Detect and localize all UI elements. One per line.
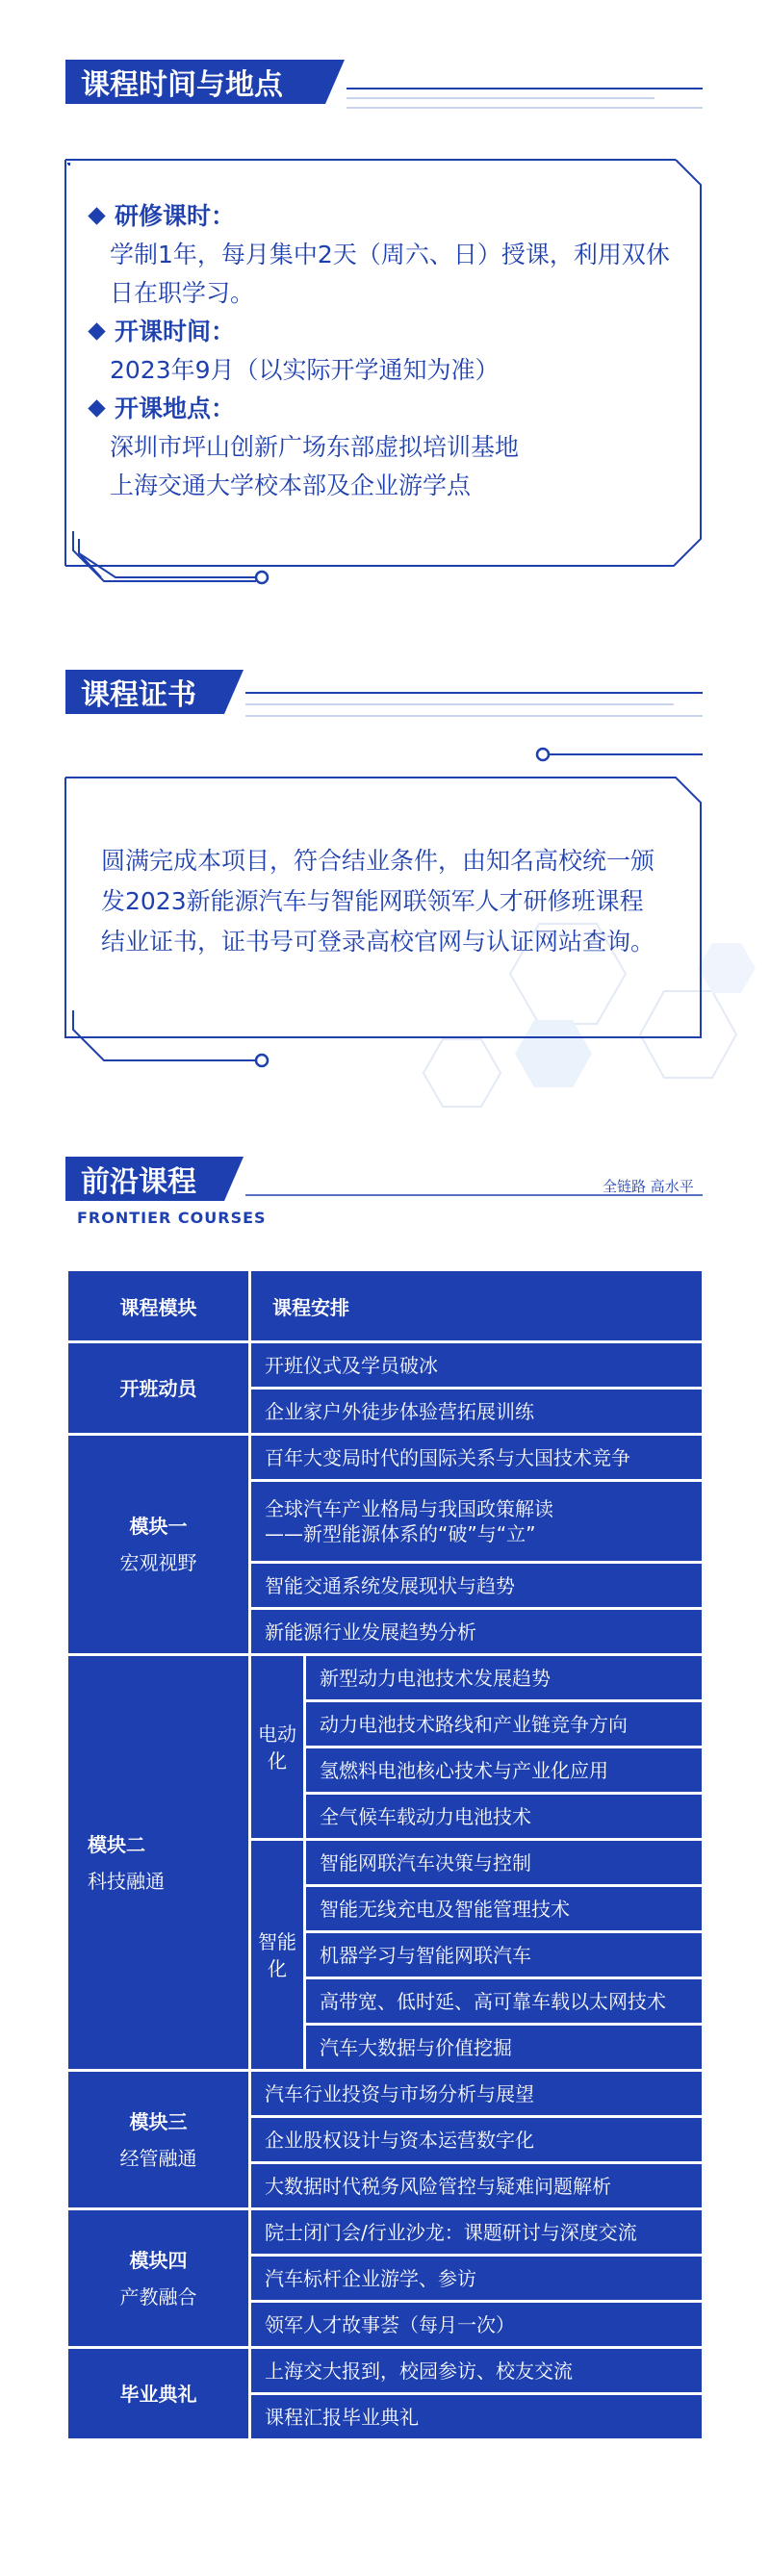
section-title-time: [65, 60, 345, 104]
study-text-2: 日在职学习。: [110, 279, 255, 307]
module-4-name: 模块四: [129, 2248, 188, 2272]
course-item: 课程汇报毕业典礼: [251, 2395, 702, 2438]
course-item: 新型动力电池技术发展趋势: [306, 1656, 702, 1699]
course-item: 企业股权设计与资本运营数字化: [251, 2118, 702, 2161]
course-item: 高带宽、低时延、高可靠车载以太网技术: [306, 1979, 702, 2023]
course-item: 动力电池技术路线和产业链竞争方向: [306, 1702, 702, 1746]
place-text-1: 深圳市坪山创新广场东部虚拟培训基地: [110, 433, 520, 461]
course-item: 领军人才故事荟（每月一次）: [251, 2303, 702, 2346]
course-item: 上海交大报到，校园参访、校友交流: [251, 2349, 702, 2392]
course-item: 汽车标杆企业游学、参访: [251, 2257, 702, 2300]
course-item: 汽车大数据与价值挖掘: [306, 2026, 702, 2069]
cert-text-3: 结业证书，证书号可登录高校官网与认证网站查询。: [101, 928, 655, 956]
module-opening: 开班动员: [68, 1343, 248, 1433]
course-table: [65, 1268, 705, 2441]
course-item: 氢燃料电池核心技术与产业化应用: [306, 1748, 702, 1792]
header-module: 课程模块: [68, 1271, 248, 1340]
table-row: [68, 1343, 702, 1387]
cert-text-2: 发2023新能源汽车与智能网联领军人才研修班课程: [101, 887, 644, 915]
course-item-line: ——新型能源体系的“破”与“立”: [265, 1522, 536, 1545]
table-row: [68, 2210, 702, 2254]
section-title-time-text: 课程时间与地点: [81, 68, 283, 102]
table-row: [68, 2072, 702, 2115]
module-4-sub: 产教融合: [119, 2284, 197, 2308]
start-label-row: [85, 313, 691, 351]
course-item: 智能交通系统发展现状与趋势: [251, 1564, 702, 1607]
diamond-bullet-icon: [88, 207, 105, 224]
start-label: 开课时间：: [115, 318, 236, 345]
cert-card: [101, 841, 688, 962]
table-row: [68, 2349, 702, 2392]
place-label: 开课地点：: [115, 395, 236, 422]
module-2-sub: 科技融通: [88, 1869, 165, 1893]
cert-text-1: 圆满完成本项目，符合结业条件，由知名高校统一颁: [101, 847, 655, 875]
course-item: 开班仪式及学员破冰: [251, 1343, 702, 1387]
course-item: 智能无线充电及智能管理技术: [306, 1887, 702, 1930]
study-label: 研修课时：: [115, 202, 236, 230]
course-item: 机器学习与智能网联汽车: [306, 1933, 702, 1977]
course-item: 汽车行业投资与市场分析与展望: [251, 2072, 702, 2115]
subcategory-electric: 电动化: [251, 1656, 303, 1838]
module-graduation: 毕业典礼: [68, 2349, 248, 2438]
section-title-frontier-text: 前沿课程: [81, 1165, 196, 1199]
course-item: 智能网联汽车决策与控制: [306, 1841, 702, 1884]
section-title-frontier: [65, 1157, 244, 1201]
module-1-name: 模块一: [129, 1515, 188, 1538]
subcategory-intelligent: 智能化: [251, 1841, 303, 2069]
course-item: [251, 1482, 702, 1561]
course-item: 大数据时代税务风险管控与疑难问题解析: [251, 2164, 702, 2207]
table-row: [68, 1436, 702, 1479]
diamond-bullet-icon: [88, 399, 105, 417]
time-location-card: [85, 197, 691, 505]
diamond-bullet-icon: [88, 322, 105, 340]
table-header-row: [68, 1271, 702, 1340]
course-item: 院士闭门会/行业沙龙：课题研讨与深度交流: [251, 2210, 702, 2254]
module-4: [68, 2210, 248, 2346]
course-item: 全气候车载动力电池技术: [306, 1795, 702, 1838]
frontier-tagline: 全链路 高水平: [603, 1178, 694, 1195]
course-item: 新能源行业发展趋势分析: [251, 1610, 702, 1653]
table-row: [68, 1656, 702, 1699]
start-text: 2023年9月（以实际开学通知为准）: [110, 356, 500, 384]
module-3: [68, 2072, 248, 2207]
module-1-sub: 宏观视野: [119, 1551, 197, 1574]
place-text-2: 上海交通大学校本部及企业游学点: [110, 472, 472, 499]
module-2: [68, 1656, 248, 2069]
study-text-1: 学制1年，每月集中2天（周六、日）授课，利用双休: [110, 241, 670, 268]
module-2-name: 模块二: [88, 1832, 145, 1856]
course-item-line: 全球汽车产业格局与我国政策解读: [265, 1497, 553, 1520]
course-item: 企业家户外徒步体验营拓展训练: [251, 1390, 702, 1433]
module-3-name: 模块三: [129, 2109, 188, 2133]
module-1: [68, 1436, 248, 1653]
study-label-row: [85, 197, 691, 236]
place-label-row: [85, 390, 691, 428]
module-3-sub: 经管融通: [119, 2146, 197, 2170]
course-item: 百年大变局时代的国际关系与大国技术竞争: [251, 1436, 702, 1479]
section-title-cert-text: 课程证书: [81, 678, 196, 712]
header-schedule: 课程安排: [251, 1271, 702, 1340]
section-title-cert: [65, 670, 244, 714]
frontier-subtitle: FRONTIER COURSES: [77, 1209, 267, 1227]
